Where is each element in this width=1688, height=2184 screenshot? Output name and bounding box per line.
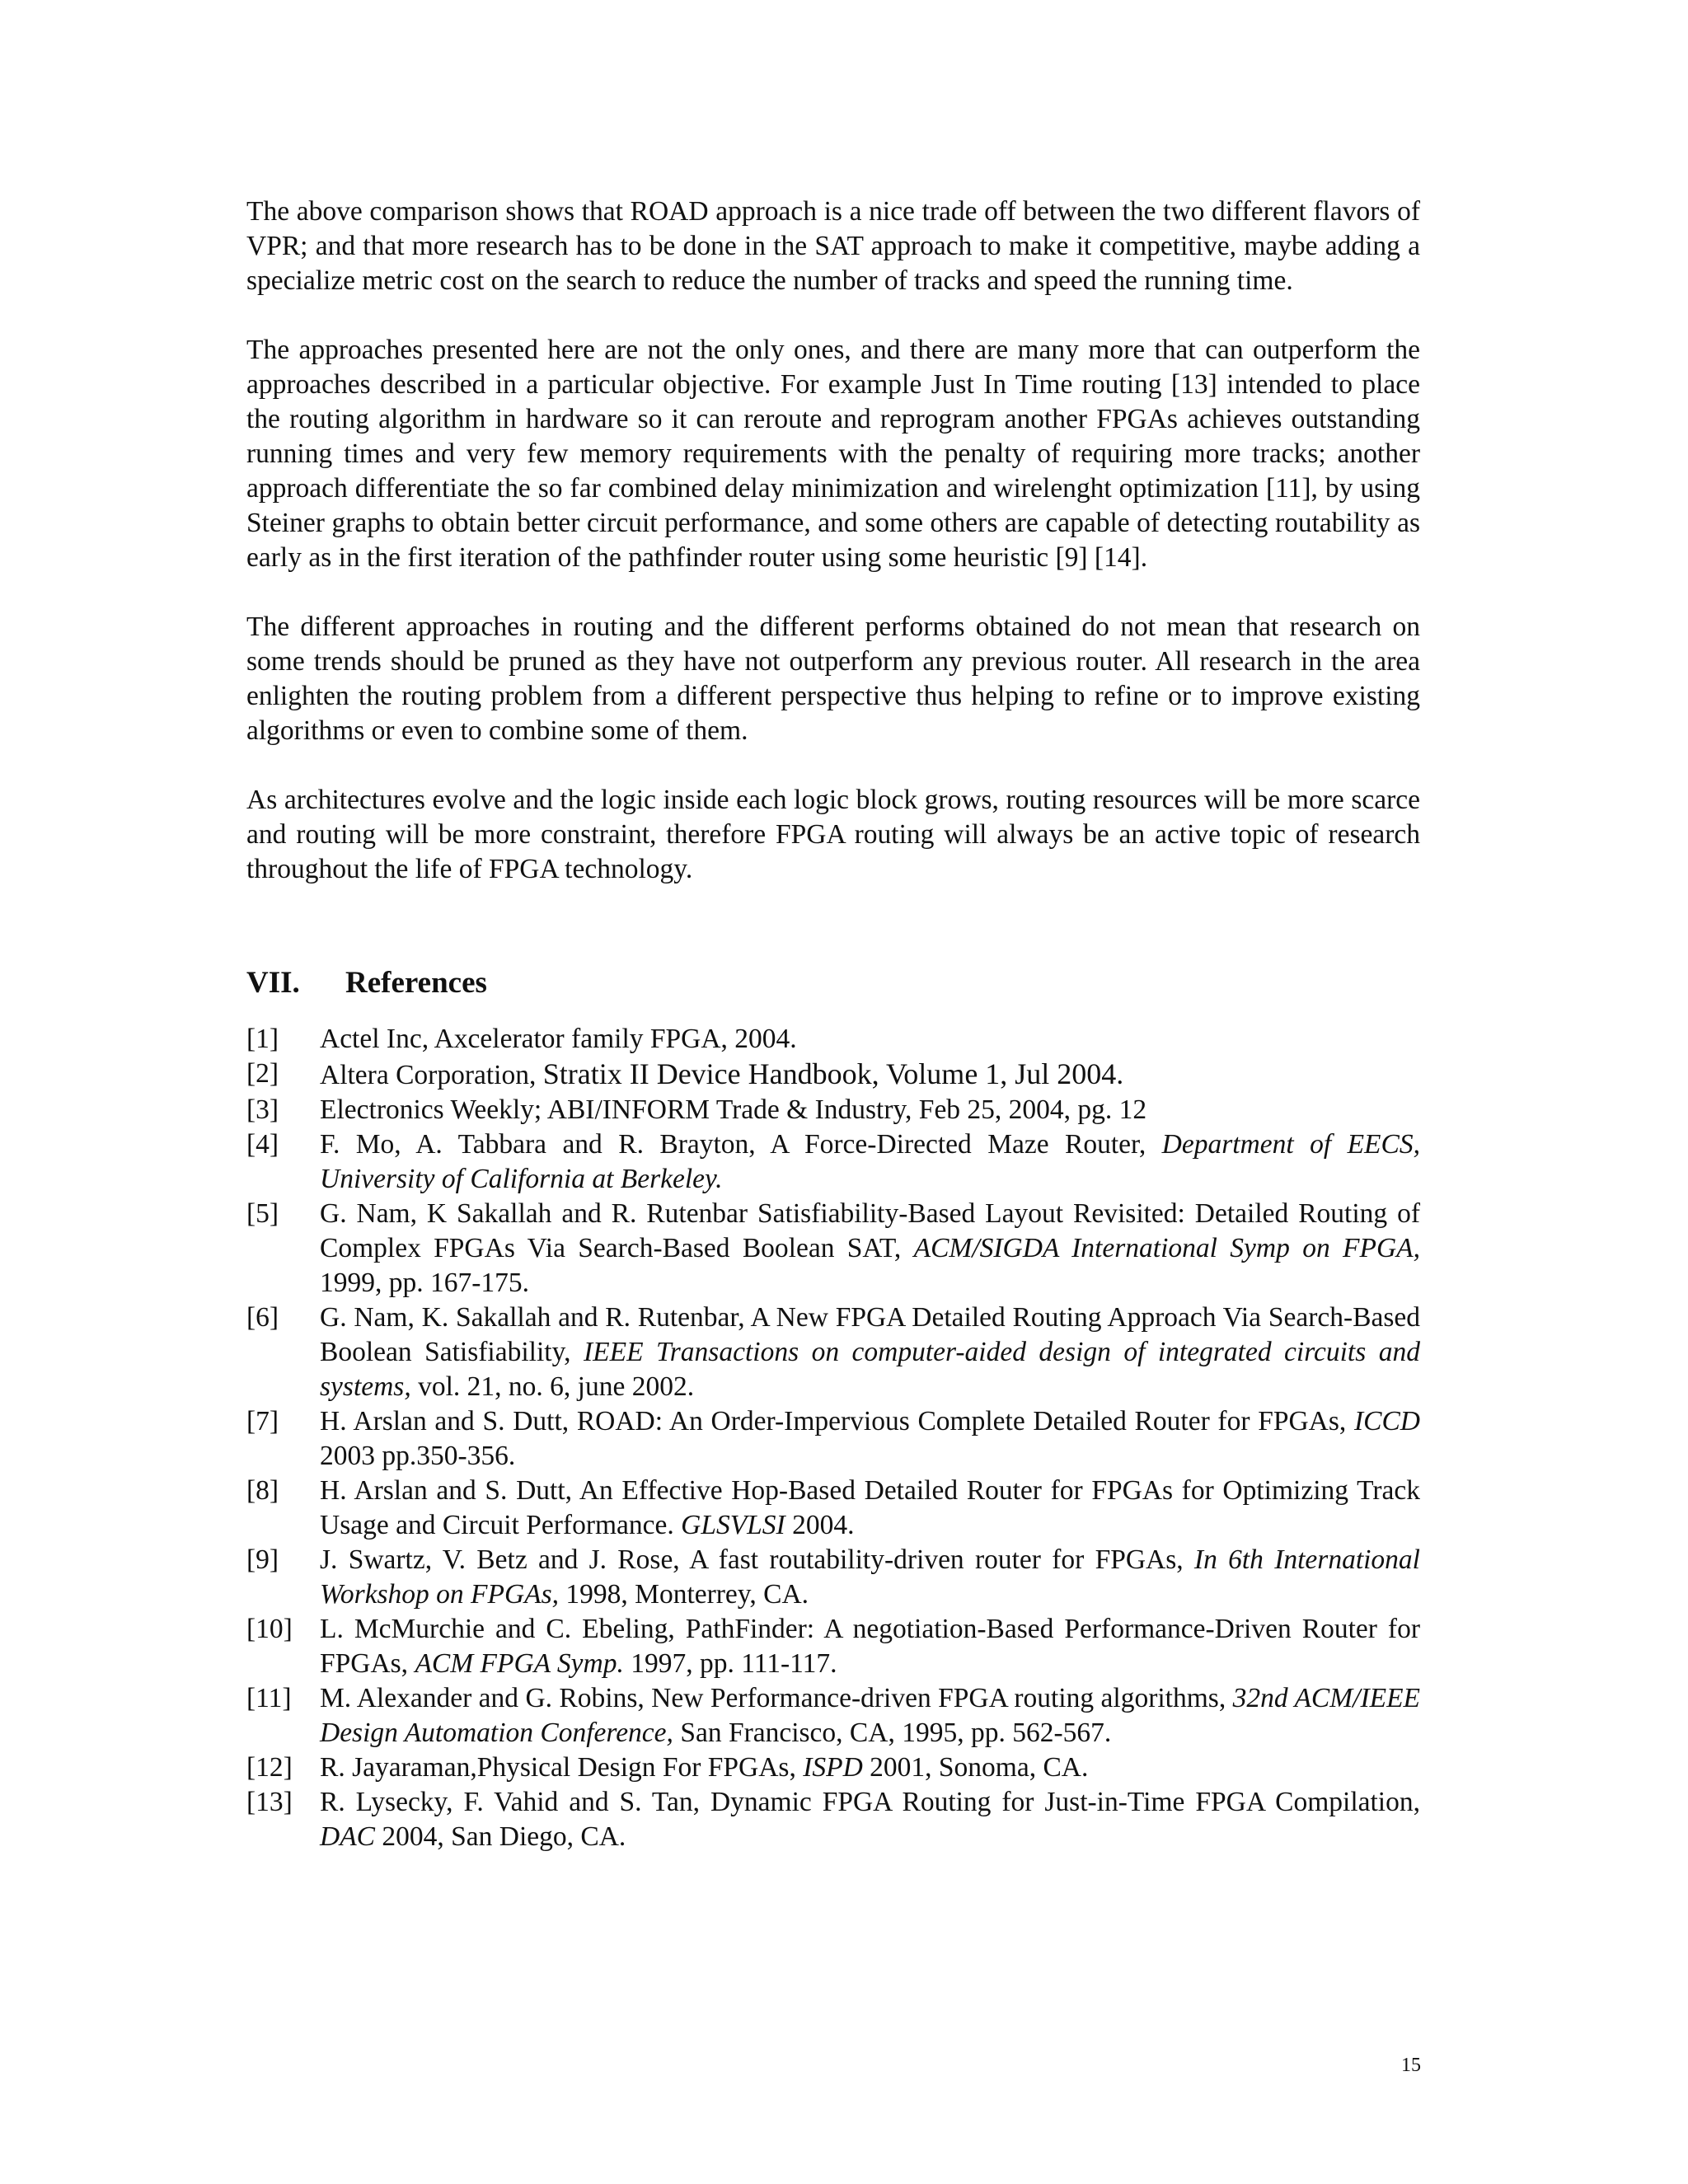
section-title: References [345,966,487,1000]
section-number: VII. [246,966,300,1000]
reference-item [246,1093,1420,1127]
paragraph-3: The different approaches in routing and the different performs obtained do not mean that research on some trends should be pruned as they have not outperform any previous router. All research in the area enlighten the routing problem from a different perspective thus helping to refine or to improve existing algorithms or even to combine some of them. [246,612,1420,746]
reference-item [246,1785,1420,1854]
reference-label: [10] [246,1614,293,1644]
paragraph-4: As architectures evolve and the logic inside each logic block grows, routing resources will be more scarce and routing will be more constraint, therefore FPGA routing will always be an active topic of research throughout the life of FPGA technology. [246,785,1420,884]
reference-label: [12] [246,1752,293,1783]
reference-label: [9] [246,1544,279,1575]
reference-text: J. Swartz, V. Betz and J. Rose, A fast routability-driven router for FPGAs, In 6th International Workshop on FPGAs, 1998, Monterrey, CA. [320,1544,1420,1610]
reference-item [246,1612,1420,1681]
reference-text: G. Nam, K. Sakallah and R. Rutenbar, A New FPGA Detailed Routing Approach Via Search-Based Boolean Satisfiability, IEEE Transactions on computer-aided design of integrated circuits and systems, vol. 21, no. 6, june 2002. [320,1302,1420,1402]
reference-item [246,1127,1420,1197]
reference-label: [13] [246,1787,293,1817]
paragraph-1: The above comparison shows that ROAD approach is a nice trade off between the two different flavors of VPR; and that more research has to be done in the SAT approach to make it competitive, maybe adding a specialize metric cost on the search to reduce the number of tracks and speed the running time. [246,196,1420,296]
reference-label: [11] [246,1683,292,1713]
reference-label: [7] [246,1406,279,1436]
reference-item [246,1404,1420,1474]
reference-item [246,1750,1420,1785]
reference-text: G. Nam, K Sakallah and R. Rutenbar Satisfiability-Based Layout Revisited: Detailed Routing of Complex FPGAs Via Search-Based Boolean SAT, ACM/SIGDA International Symp on FPGA, 1999, pp. 167-175. [320,1198,1420,1298]
reference-item [246,1543,1420,1612]
reference-label: [4] [246,1129,279,1160]
paragraph-2: The approaches presented here are not the only ones, and there are many more that can outperform the approaches described in a particular objective. For example Just In Time routing [13] intended to place the routing algorithm in hardware so it can reroute and reprogram another FPGAs achieves outstanding running times and very few memory requirements with the penalty of requiring more tracks; another approach differentiate the so far combined delay minimization and wirelenght optimization [11], by using Steiner graphs to obtain better circuit performance, and some others are capable of detecting routability as early as in the first iteration of the pathfinder router using some heuristic [9] [14]. [246,335,1420,573]
reference-text: H. Arslan and S. Dutt, An Effective Hop-Based Detailed Router for FPGAs for Optimizing Track Usage and Circuit Performance. GLSVLSI 2004. [320,1475,1420,1540]
reference-text: L. McMurchie and C. Ebeling, PathFinder: A negotiation-Based Performance-Driven Router for FPGAs, ACM FPGA Symp. 1997, pp. 111-117. [320,1614,1420,1679]
reference-label: [2] [246,1058,279,1089]
reference-text: R. Jayaraman,Physical Design For FPGAs, ISPD 2001, Sonoma, CA. [320,1752,1089,1783]
reference-item [246,1197,1420,1301]
reference-item [246,1057,1420,1093]
reference-label: [6] [246,1302,279,1333]
reference-text: Electronics Weekly; ABI/INFORM Trade & Industry, Feb 25, 2004, pg. 12 [320,1094,1147,1125]
reference-label: [5] [246,1198,279,1229]
reference-text: Altera Corporation, Stratix II Device Handbook, Volume 1, Jul 2004. [320,1057,1124,1090]
reference-text: M. Alexander and G. Robins, New Performance-driven FPGA routing algorithms, 32nd ACM/IEEE Design Automation Conference, San Francisco, CA, 1995, pp. 562-567. [320,1683,1421,1748]
reference-item [246,1022,1420,1057]
reference-item [246,1681,1420,1750]
reference-text: Actel Inc, Axcelerator family FPGA, 2004. [320,1024,797,1054]
reference-text: R. Lysecky, F. Vahid and S. Tan, Dynamic FPGA Routing for Just-in-Time FPGA Compilation, DAC 2004, San Diego, CA. [320,1787,1420,1852]
reference-label: [1] [246,1024,279,1054]
reference-item [246,1301,1420,1404]
section-heading [246,964,1420,1002]
page-number: 15 [1401,2055,1421,2076]
reference-item [246,1474,1420,1543]
reference-text: F. Mo, A. Tabbara and R. Brayton, A Force-Directed Maze Router, Department of EECS, University of California at Berkeley. [320,1129,1420,1194]
reference-label: [3] [246,1094,279,1125]
reference-text: H. Arslan and S. Dutt, ROAD: An Order-Impervious Complete Detailed Router for FPGAs, ICCD 2003 pp.350-356. [320,1406,1420,1471]
page-body [246,194,1420,1854]
reference-label: [8] [246,1475,279,1506]
